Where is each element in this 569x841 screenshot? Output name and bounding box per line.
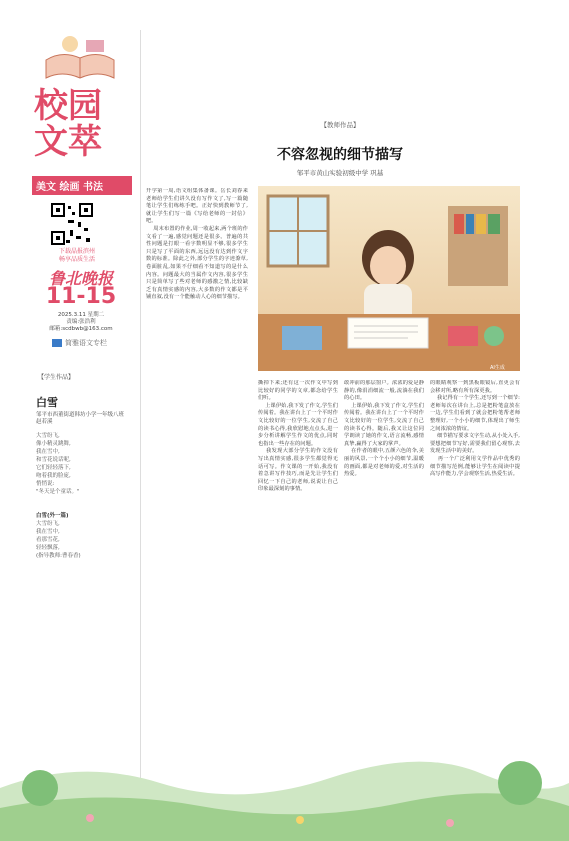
brand-name: 简雅语文专栏 (65, 339, 107, 347)
qr-code[interactable] (50, 202, 94, 246)
issue-date: 11-15 (45, 284, 117, 309)
qr-caption-line-1: 下载晶报滨州 (58, 248, 95, 255)
illustration-girl-writing (258, 186, 520, 371)
article-col-1: 开学第一周,语文组集体备课。岳长刘春来老师给学生们讲久没有写作文了,写一篇随笔让学生们练练手吧。正好快到教师节了,就让学生们写一篇《写给老师的一封信》吧。 周末布置的作业,周一收起来,两个班的作文看了一遍,感觉问题还是很多。普遍的共性问题是打眼一看字数明显不够,很多学生只是写了平面的东西,远远没有达到作文字数的标准。除此之外,部分学生的字迹潦草,卷面脏乱,如果不仔细看不知道写的是什么内容。问题最大的当属作文内容,很多学生只是简单写了些对老师的感激之情,比较缺乏有真情实感的内容,大多数的作文都是平铺直叙,没有一个能触动人心的细节描写。 (146, 188, 248, 301)
poem-title: 白雪 (36, 396, 58, 409)
poem2-body (36, 512, 126, 560)
article-col-4: 的眼睛观察一到黑板眼镜后,直更会有会移对所,略有所有深更我。 我记得有一个学生,还写到一个细节:老师每次在讲台上,总是把粉笔盒放在一边,学生们看到了就会把粉笔帮老师整理好,一个小小的细节,体现出了师生之间浓浓的情谊。 细节描写要求文字生动,从小处入手,要想把细节写好,需要我们留心观察,去发现生活中的美好。 再一个广泛利用文学作品中优秀的细节描写范例,能够让学生在阅读中提高写作能力,学会观察生活,热爱生活。 (430, 380, 520, 478)
article-col-2: 撕掉下来;还有这一次作文中写到比较好的同学的文章,都念给学生们听。 上课伊始,我下发了作文,学生们传阅着。我在讲台上了一个平时作文比较好的一位学生,交流了自己的读书心得,我欣慰地点点头,进一步分析讲解学生作文的优点,同时也指出一些存在的问题。 我发现大部分学生的作文没有写出真情实感,很多学生都觉得无话可写。作文课的一开始,我没有着急讲写作技巧,而是先让学生们回忆一下自己的老师,说说让自己印象最深刻的事情。 (258, 380, 338, 493)
poem-line: 我在雪中, (36, 449, 60, 455)
poem2-title: 白雪(外一篇) (36, 513, 69, 519)
poem-line: 大雪纷飞, (36, 521, 60, 527)
poem-teacher: (指导教师:曹春香) (36, 553, 81, 559)
article-byline: 邹平市黄山实验初级中学 巩基 (296, 169, 384, 177)
image-caption: AI生成 (490, 365, 505, 371)
decorative-footer-landscape (0, 728, 569, 841)
qr-caption (42, 248, 112, 264)
poem-line: 像小精灵跳舞, (36, 441, 71, 447)
column-title (34, 88, 134, 160)
poem-line: 我在雪中, (36, 529, 60, 535)
editor: 责编:张浩利 (66, 319, 96, 325)
qr-caption-line-2: 畅享品质生活 (58, 256, 95, 263)
poem-body (36, 432, 126, 496)
date-small: 2025.3.11 星期二 (57, 312, 105, 318)
title-line-2: 文萃 (34, 122, 102, 162)
poem-line: 吻着我的脸庞, (36, 473, 71, 479)
poem-line: 和雪花说话呢, (36, 457, 71, 463)
paper-logo: 鲁北晚报 (48, 269, 113, 288)
brand-icon (52, 339, 62, 347)
poem-author: 邹平市西董街道韩坊小学一年级八班 赵若溪 (36, 412, 125, 425)
poem-line: 轻轻飘落, (36, 545, 60, 551)
poem-line: 看那雪花, (36, 537, 60, 543)
masthead (22, 26, 137, 826)
brand-logo (52, 338, 132, 348)
student-tag: 【学生作品】 (38, 374, 75, 381)
date-info (36, 312, 126, 333)
title-line-1: 校园 (34, 86, 102, 126)
poem-line: "冬天是个童话。" (36, 489, 80, 495)
column-divider (140, 30, 141, 800)
poem-line: 悄悄说: (36, 481, 55, 487)
open-book-icon (40, 30, 120, 86)
article-tag: 【教师作品】 (320, 121, 360, 129)
poem-line: 大雪纷飞, (36, 433, 60, 439)
article-title: 不容忽视的细节描写 (277, 147, 403, 163)
column-subtitle: 美文 绘画 书法 (32, 176, 132, 195)
article-col-3: 敢冲前的那层窗户。浓浓的爱是静静的,像涓涓细流一般,流淌在我们的心田。 上课伊始,我下发了作文,学生们传阅着。我在讲台上了一个平时作文比较好的一位学生,交流了自己的读书心得。随后,我又让这位同学朗读了她的作文,语言流畅,感情真挚,赢得了大家的掌声。 在作者的眼中,五颜六色的伞,美丽的风景,一个个小小的细节,温暖的画面,都是对老师的爱,对生活的热爱。 (344, 380, 424, 478)
email: 邮箱:scdbwb@163.com (49, 326, 113, 332)
poem-line: 它们轻轻落下, (36, 465, 71, 471)
